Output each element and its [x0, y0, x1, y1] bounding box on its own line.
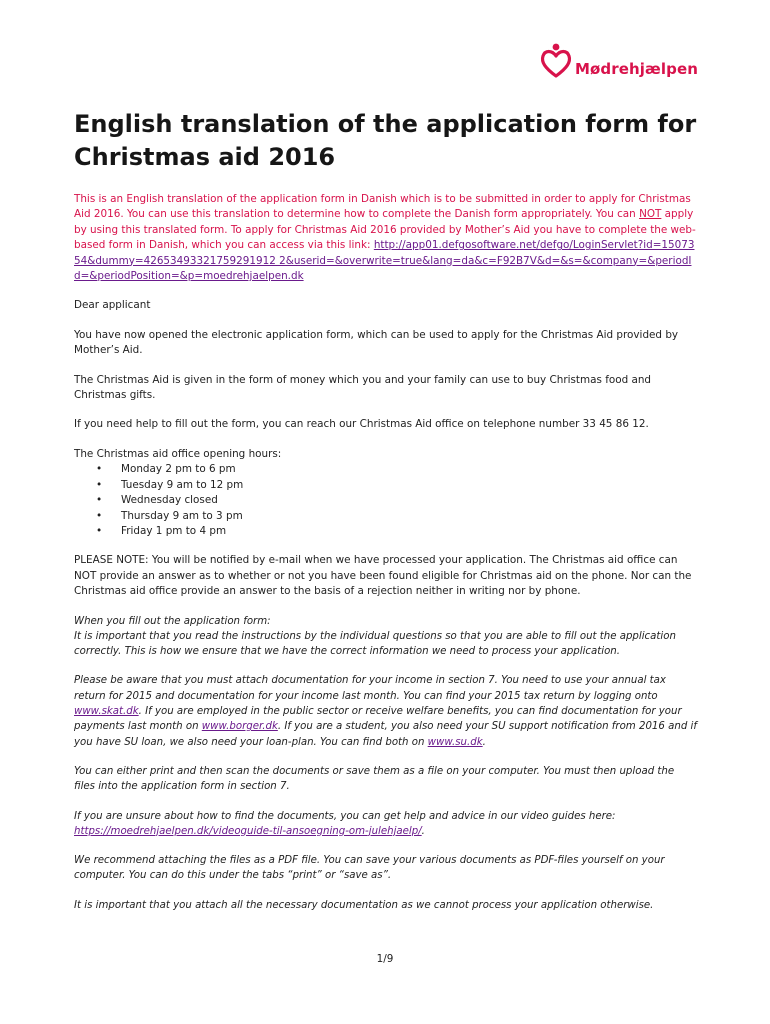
video-guide-text: If you are unsure about how to find the documents, you can get help and advice in our video guides here:: [74, 810, 616, 822]
brand-name: Mødrehjælpen: [574, 60, 698, 78]
instructions-body: It is important that you read the instructions by the individual questions so that you are able to fill out the application correctly. This is how we ensure that we have the correct information we need to process your application.: [74, 630, 676, 658]
hours-friday: Friday 1 pm to 4 pm: [121, 524, 227, 537]
paragraph-opened: You have now opened the electronic application form, which can be used to apply for the Christmas Aid provided by Mother’s Aid.: [74, 328, 679, 357]
documentation-text-1: Please be aware that you must attach documentation for your income in section 7. You need to use your annual tax return for 2015 and documentation for your income last month. You can find your 2015 tax return by logging onto: [74, 675, 666, 702]
paragraph-help-phone: If you need help to fill out the form, you can reach our Christmas Aid office on telephone number 33 45 86 12.: [74, 418, 649, 431]
document-body: [74, 108, 698, 913]
documentation-text-3: . If you are a student, you also need your SU support notification from 2016 and if you have SU loan, we also need your loan-plan. You can find both on: [74, 721, 697, 748]
bullet: •: [96, 509, 103, 522]
hours-thursday: Thursday 9 am to 3 pm: [121, 509, 243, 522]
hours-wednesday: Wednesday closed: [121, 494, 218, 507]
application-form-link[interactable]: http://app01.defgosoftware.net/defgo/LoginServlet?id=1507354&dummy=42653493321759291912 2&userid=&overwrite=true&lang=da&c=F92B7V&d=&s=&company=&periodId=&periodPosition=&p=moedrehjaelpen.dk: [74, 239, 695, 283]
pdf-paragraph: We recommend attaching the files as a PDF file. You can save your various documents as PDF-files yourself on your computer. You can do this under the tabs “print” or “save as”.: [74, 855, 665, 882]
list-item: [96, 524, 698, 539]
paragraph-aid-given: The Christmas Aid is given in the form of money which you and your family can use to buy Christmas food and Christmas gifts.: [74, 373, 652, 402]
heart-logo-icon: [539, 42, 573, 80]
intro-not-emphasis: NOT: [639, 208, 662, 221]
list-item: [96, 478, 698, 493]
important-paragraph: It is important that you attach all the necessary documentation as we cannot process your application otherwise.: [74, 899, 654, 911]
borger-link[interactable]: www.borger.dk: [201, 721, 278, 733]
page-number: 1/9: [376, 953, 394, 965]
opening-hours-list: [74, 462, 698, 539]
skat-link[interactable]: www.skat.dk: [74, 706, 139, 718]
list-item: [96, 462, 698, 477]
video-guide-link[interactable]: https://moedrehjaelpen.dk/videoguide-til-ansoegning-om-julehjaelp/: [74, 825, 422, 837]
list-item: [96, 493, 698, 508]
bullet: •: [96, 494, 103, 507]
instructions-title: When you fill out the application form:: [74, 615, 271, 627]
documentation-paragraph: [74, 673, 698, 749]
bullet: •: [96, 478, 103, 491]
documentation-text-4: .: [482, 736, 486, 748]
opening-hours-title: The Christmas aid office opening hours:: [74, 447, 282, 460]
bullet: •: [96, 463, 103, 476]
greeting: Dear applicant: [74, 299, 151, 312]
print-scan-paragraph: You can either print and then scan the documents or save them as a file on your computer. You must then upload the files into the application form in section 7.: [74, 765, 675, 793]
bullet: •: [96, 524, 103, 537]
instructions-paragraph: [74, 614, 698, 660]
hours-tuesday: Tuesday 9 am to 12 pm: [121, 478, 244, 491]
video-guide-text-end: .: [421, 825, 425, 837]
video-guide-paragraph: [74, 809, 698, 840]
intro-paragraph: [74, 192, 698, 284]
list-item: [96, 509, 698, 524]
intro-text-1: This is an English translation of the application form in Danish which is to be submitted in order to apply for Christmas Aid 2016. You can use this translation to determine how to complete the Danish form appropriately. You can: [74, 193, 691, 221]
hours-monday: Monday 2 pm to 6 pm: [121, 463, 236, 476]
brand-logo: [539, 42, 698, 80]
document-title: English translation of the application form for Christmas aid 2016: [74, 110, 697, 171]
intro-text-2: apply by using this translated form. To apply for Christmas Aid 2016 provided by Mother’s Aid you have to complete the web-based form in Danish, which you can access via this link:: [74, 208, 696, 252]
please-note-paragraph: PLEASE NOTE: You will be notified by e-mail when we have processed your application. The Christmas aid office can NOT provide an answer as to whether or not you have been found eligible for Christmas aid on the phone. Nor can the Christmas aid office provide an answer to the basis of a rejection neither in writing nor by phone.: [74, 554, 692, 598]
su-link[interactable]: www.su.dk: [427, 736, 483, 748]
documentation-text-2: . If you are employed in the public sector or receive welfare benefits, you can find documentation for your payments last month on: [74, 706, 682, 733]
